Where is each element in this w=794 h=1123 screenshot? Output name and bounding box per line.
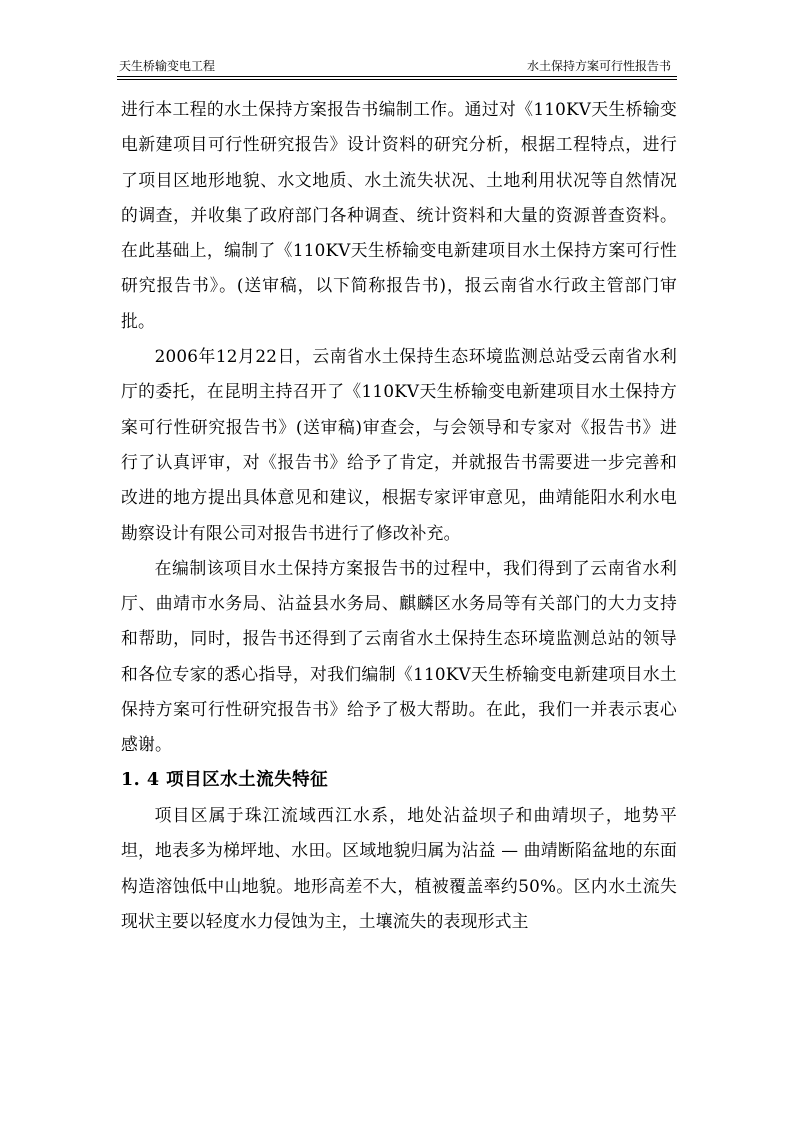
paragraph-continuation: 进行本工程的水土保持方案报告书编制工作。通过对《110KV天生桥输变电新建项目可行性研究报告》设计资料的研究分析，根据工程特点，进行了项目区地形地貌、水文地质、水土流失状况、土地利用状况等自然情况的调查，并收集了政府部门各种调查、统计资料和大量的资源普查资料。在此基础上，编制了《110KV天生桥输变电新建项目水土保持方案可行性研究报告书》。(送审稿，以下简称报告书)，报云南省水行政主管部门审批。 [121,99,677,331]
header-document-title: 水土保持方案可行性报告书 [526,59,671,73]
running-header [117,56,677,77]
paragraph-acknowledgement: 在编制该项目水土保持方案报告书的过程中，我们得到了云南省水利厅、曲靖市水务局、沾益县水务局、麒麟区水务局等有关部门的大力支持和帮助，同时，报告书还得到了云南省水土保持生态环境监测总站的领导和各位专家的悉心指导，对我们编制《110KV天生桥输变电新建项目水土保持方案可行性研究报告书》给予了极大帮助。在此，我们一并表示衷心感谢。 [121,557,677,755]
header-project-name: 天生桥输变电工程 [119,59,216,73]
document-body [121,92,677,939]
paragraph-erosion-characteristics: 项目区属于珠江流域西江水系，地处沾益坝子和曲靖坝子，地势平坦，地表多为梯坪地、水田。区域地貌归属为沾益 — 曲靖断陷盆地的东面构造溶蚀低中山地貌。地形高差不大，植被覆盖率约50%。区内水土流失现状主要以轻度水力侵蚀为主，土壤流失的表现形式主 [121,804,677,931]
section-heading: 1. 4 项目区水土流失特征 [121,769,329,790]
paragraph-review-meeting: 2006年12月22日，云南省水土保持生态环境监测总站受云南省水利厅的委托，在昆明主持召开了《110KV天生桥输变电新建项目水土保持方案可行性研究报告书》(送审稿)审查会，与会领导和专家对《报告书》进行了认真评审，对《报告书》给予了肯定，并就报告书需要进一步完善和改进的地方提出具体意见和建议，根据专家评审意见，曲靖能阳水利水电勘察设计有限公司对报告书进行了修改补充。 [121,346,677,543]
